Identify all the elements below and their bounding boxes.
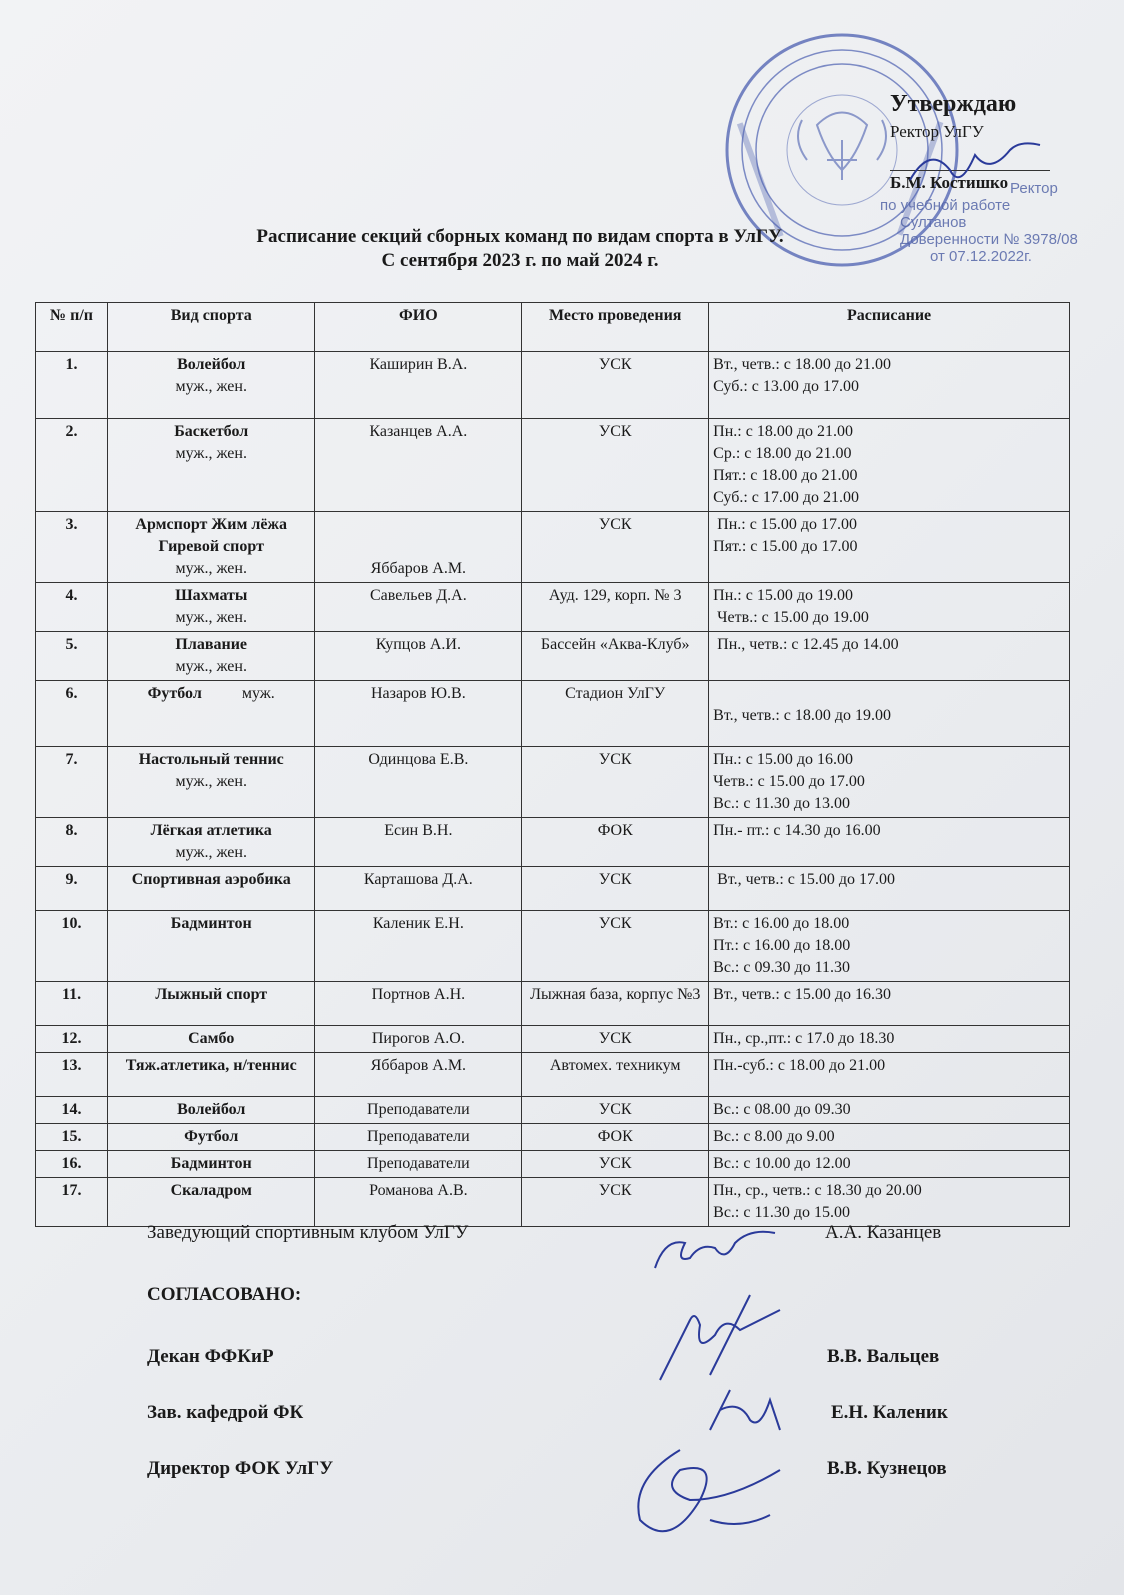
- row-number: 5.: [36, 632, 108, 681]
- sport-gender: муж., жен.: [175, 445, 247, 462]
- schedule-line: Пн., ср.,пт.: с 17.0 до 18.30: [713, 1030, 895, 1047]
- schedule-line: Суб.: с 13.00 до 17.00: [713, 378, 860, 395]
- director-name: В.В. Кузнецов: [827, 1458, 947, 1479]
- row-fio: Портнов А.Н.: [315, 982, 522, 1026]
- row-place: УСК: [522, 352, 709, 419]
- row-fio: Романова А.В.: [315, 1178, 522, 1227]
- table-row: [36, 583, 1070, 632]
- schedule-line: Пн.: с 15.00 до 17.00: [713, 516, 857, 533]
- row-fio: Пирогов А.О.: [315, 1026, 522, 1053]
- row-number: 4.: [36, 583, 108, 632]
- row-number: 16.: [36, 1151, 108, 1178]
- row-schedule: [709, 747, 1070, 818]
- stamp-text-line: Доверенности № 3978/08: [900, 231, 1078, 248]
- row-number: 2.: [36, 419, 108, 512]
- director-signature: [620, 1430, 800, 1540]
- club-head-signature: [650, 1228, 790, 1278]
- table-row: [36, 419, 1070, 512]
- schedule-line: [713, 683, 1065, 705]
- title-line-2: С сентября 2023 г. по май 2024 г.: [381, 250, 659, 271]
- schedule-line: Вт., четв.: с 18.00 до 21.00: [713, 356, 891, 373]
- row-sport: [108, 681, 315, 747]
- schedule-line: Вт.: с 16.00 до 18.00: [713, 915, 850, 932]
- sport-gender: муж., жен.: [175, 844, 247, 861]
- table-row: [36, 681, 1070, 747]
- sport-name: Бадминтон: [170, 1155, 252, 1172]
- row-number: 14.: [36, 1097, 108, 1124]
- row-place: Лыжная база, корпус №3: [522, 982, 709, 1026]
- row-sport: [108, 419, 315, 512]
- row-sport: [108, 982, 315, 1026]
- schedule-line: Пн.: с 15.00 до 16.00: [713, 751, 853, 768]
- table-row: [36, 512, 1070, 583]
- row-sport: [108, 747, 315, 818]
- row-fio: Савельев Д.А.: [315, 583, 522, 632]
- sport-name: Футбол: [147, 685, 202, 702]
- row-place: УСК: [522, 867, 709, 911]
- row-place: УСК: [522, 1178, 709, 1227]
- sport-gender: муж., жен.: [175, 378, 247, 395]
- sport-gender: муж., жен.: [175, 609, 247, 626]
- row-sport: [108, 632, 315, 681]
- sport-name: Настольный теннис: [138, 751, 284, 768]
- row-number: 1.: [36, 352, 108, 419]
- sport-name: Волейбол: [177, 1101, 246, 1118]
- approval-position: Ректор УлГУ: [890, 122, 984, 141]
- sport-gender: муж., жен.: [175, 773, 247, 790]
- chair-name: Е.Н. Каленик: [831, 1402, 948, 1423]
- table-row: [36, 352, 1070, 419]
- dean-name: В.В. Вальцев: [827, 1346, 940, 1367]
- sport-name: Волейбол: [177, 356, 246, 373]
- row-sport: [108, 352, 315, 419]
- row-sport: [108, 867, 315, 911]
- row-schedule: [709, 1178, 1070, 1227]
- row-place: УСК: [522, 1151, 709, 1178]
- row-place: УСК: [522, 747, 709, 818]
- row-schedule: [709, 867, 1070, 911]
- row-place: УСК: [522, 911, 709, 982]
- sport-name: Самбо: [188, 1030, 235, 1047]
- sport-name: Спортивная аэробика: [131, 871, 291, 888]
- table-row: [36, 911, 1070, 982]
- row-number: 15.: [36, 1124, 108, 1151]
- club-head-name: А.А. Казанцев: [825, 1222, 942, 1243]
- table-row: [36, 1151, 1070, 1178]
- row-number: 7.: [36, 747, 108, 818]
- schedule-line: Пн., ср., четв.: с 18.30 до 20.00: [713, 1182, 922, 1199]
- row-place: Ауд. 129, корп. № 3: [522, 583, 709, 632]
- row-place: Бассейн «Аква-Клуб»: [522, 632, 709, 681]
- row-number: 3.: [36, 512, 108, 583]
- schedule-line: Пн.: с 15.00 до 19.00: [713, 587, 853, 604]
- row-sport: [108, 1053, 315, 1097]
- row-fio: Каленик Е.Н.: [315, 911, 522, 982]
- row-schedule: [709, 1053, 1070, 1097]
- table-row: [36, 818, 1070, 867]
- table-row: [36, 1124, 1070, 1151]
- sport-gender: муж.: [241, 685, 275, 702]
- row-place: ФОК: [522, 1124, 709, 1151]
- row-number: 13.: [36, 1053, 108, 1097]
- schedule-line: Ср.: с 18.00 до 21.00: [713, 445, 852, 462]
- schedule-line: Четв.: с 15.00 до 19.00: [713, 609, 869, 626]
- row-sport: [108, 1124, 315, 1151]
- row-sport: [108, 1178, 315, 1227]
- row-schedule: [709, 1151, 1070, 1178]
- table-row: [36, 867, 1070, 911]
- schedule-line: Пн.: с 18.00 до 21.00: [713, 423, 853, 440]
- row-place: ФОК: [522, 818, 709, 867]
- sport-name: Футбол: [184, 1128, 239, 1145]
- row-sport: [108, 818, 315, 867]
- header-fio: ФИО: [315, 303, 522, 352]
- table-row: [36, 1053, 1070, 1097]
- row-number: 12.: [36, 1026, 108, 1053]
- row-sport: [108, 911, 315, 982]
- approval-heading: Утверждаю: [890, 91, 1017, 117]
- row-number: 9.: [36, 867, 108, 911]
- schedule-line: Вс.: с 11.30 до 13.00: [713, 795, 851, 812]
- row-schedule: [709, 818, 1070, 867]
- club-head-label: Заведующий спортивным клубом УлГУ: [147, 1222, 469, 1243]
- sport-name: Армспорт Жим лёжа Гиревой спорт: [135, 516, 288, 555]
- row-schedule: [709, 1097, 1070, 1124]
- row-sport: [108, 1026, 315, 1053]
- row-schedule: [709, 512, 1070, 583]
- sport-name: Тяж.атлетика, н/теннис: [125, 1057, 297, 1074]
- sport-name: Баскетбол: [174, 423, 249, 440]
- table-row: [36, 1026, 1070, 1053]
- table-header-row: [36, 303, 1070, 352]
- schedule-line: Четв.: с 15.00 до 17.00: [713, 773, 865, 790]
- agreed-label: СОГЛАСОВАНО:: [147, 1284, 302, 1305]
- schedule-line: Вс.: с 11.30 до 15.00: [713, 1204, 851, 1221]
- header-place: Место проведения: [522, 303, 709, 352]
- schedule-line: Вс.: с 10.00 до 12.00: [713, 1155, 851, 1172]
- schedule-line: Пят.: с 18.00 до 21.00: [713, 467, 858, 484]
- document-title: [140, 225, 900, 273]
- row-fio: Казанцев А.А.: [315, 419, 522, 512]
- row-fio: Есин В.Н.: [315, 818, 522, 867]
- row-schedule: [709, 911, 1070, 982]
- row-number: 17.: [36, 1178, 108, 1227]
- row-number: 8.: [36, 818, 108, 867]
- sport-gender: муж., жен.: [175, 560, 247, 577]
- header-sport: Вид спорта: [108, 303, 315, 352]
- row-sport: [108, 1151, 315, 1178]
- row-place: УСК: [522, 1026, 709, 1053]
- row-fio: Каширин В.А.: [315, 352, 522, 419]
- schedule-line: Вс.: с 08.00 до 09.30: [713, 1101, 851, 1118]
- stamp-text-line: Султанов: [900, 214, 967, 231]
- stamp-text-line: от 07.12.2022г.: [930, 248, 1032, 265]
- schedule-table: [35, 302, 1070, 1227]
- chair-label: Зав. кафедрой ФК: [147, 1402, 304, 1423]
- header-schedule: Расписание: [709, 303, 1070, 352]
- stamp-text-line: по учебной работе: [880, 197, 1011, 214]
- sport-name: Бадминтон: [170, 915, 252, 932]
- row-schedule: [709, 681, 1070, 747]
- schedule-line: Пн.- пт.: с 14.30 до 16.00: [713, 822, 881, 839]
- row-number: 10.: [36, 911, 108, 982]
- schedule-line: Пят.: с 15.00 до 17.00: [713, 538, 858, 555]
- schedule-line: Пн., четв.: с 12.45 до 14.00: [713, 636, 899, 653]
- row-fio: Одинцова Е.В.: [315, 747, 522, 818]
- row-fio: Карташова Д.А.: [315, 867, 522, 911]
- row-schedule: [709, 1026, 1070, 1053]
- schedule-line: Вт., четв.: с 18.00 до 19.00: [713, 707, 891, 724]
- row-fio: Назаров Ю.В.: [315, 681, 522, 747]
- schedule-line: Пн.-суб.: с 18.00 до 21.00: [713, 1057, 886, 1074]
- approval-name: Б.М. Костишко: [890, 173, 1009, 192]
- schedule-line: Вс.: с 09.30 до 11.30: [713, 959, 851, 976]
- table-row: [36, 1178, 1070, 1227]
- row-fio: Преподаватели: [315, 1097, 522, 1124]
- row-fio: Преподаватели: [315, 1124, 522, 1151]
- row-sport: [108, 1097, 315, 1124]
- dean-signature: [650, 1290, 790, 1390]
- row-number: 11.: [36, 982, 108, 1026]
- row-sport: [108, 512, 315, 583]
- rector-signature: [900, 140, 1050, 200]
- sport-name: Лыжный спорт: [155, 986, 268, 1003]
- table-row: [36, 1097, 1070, 1124]
- row-schedule: [709, 982, 1070, 1026]
- schedule-line: Вс.: с 8.00 до 9.00: [713, 1128, 835, 1145]
- row-schedule: [709, 632, 1070, 681]
- row-fio: Яббаров А.М.: [315, 1053, 522, 1097]
- row-fio: Купцов А.И.: [315, 632, 522, 681]
- row-place: УСК: [522, 512, 709, 583]
- sport-name: Плавание: [175, 636, 248, 653]
- title-line-1: Расписание секций сборных команд по видам спорта в УлГУ.: [256, 226, 784, 247]
- row-schedule: [709, 1124, 1070, 1151]
- row-place: УСК: [522, 419, 709, 512]
- dean-label: Декан ФФКиР: [147, 1346, 274, 1367]
- table-row: [36, 747, 1070, 818]
- table-row: [36, 632, 1070, 681]
- schedule-line: Вт., четв.: с 15.00 до 17.00: [713, 871, 895, 888]
- row-number: 6.: [36, 681, 108, 747]
- row-fio: Яббаров А.М.: [315, 512, 522, 583]
- stamp-text-line: Ректор: [1010, 180, 1058, 197]
- director-label: Директор ФОК УлГУ: [147, 1458, 334, 1479]
- row-place: Стадион УлГУ: [522, 681, 709, 747]
- sport-name: Лёгкая атлетика: [150, 822, 272, 839]
- sport-gender: муж., жен.: [175, 658, 247, 675]
- schedule-line: Пт.: с 16.00 до 18.00: [713, 937, 851, 954]
- table-row: [36, 982, 1070, 1026]
- sport-name: Шахматы: [175, 587, 248, 604]
- row-fio: Преподаватели: [315, 1151, 522, 1178]
- row-schedule: [709, 352, 1070, 419]
- row-place: УСК: [522, 1097, 709, 1124]
- header-number: № п/п: [36, 303, 108, 352]
- sport-name: Скаладром: [170, 1182, 252, 1199]
- row-schedule: [709, 419, 1070, 512]
- row-schedule: [709, 583, 1070, 632]
- schedule-line: Вт., четв.: с 15.00 до 16.30: [713, 986, 891, 1003]
- schedule-line: Суб.: с 17.00 до 21.00: [713, 489, 860, 506]
- row-place: Автомех. техникум: [522, 1053, 709, 1097]
- row-sport: [108, 583, 315, 632]
